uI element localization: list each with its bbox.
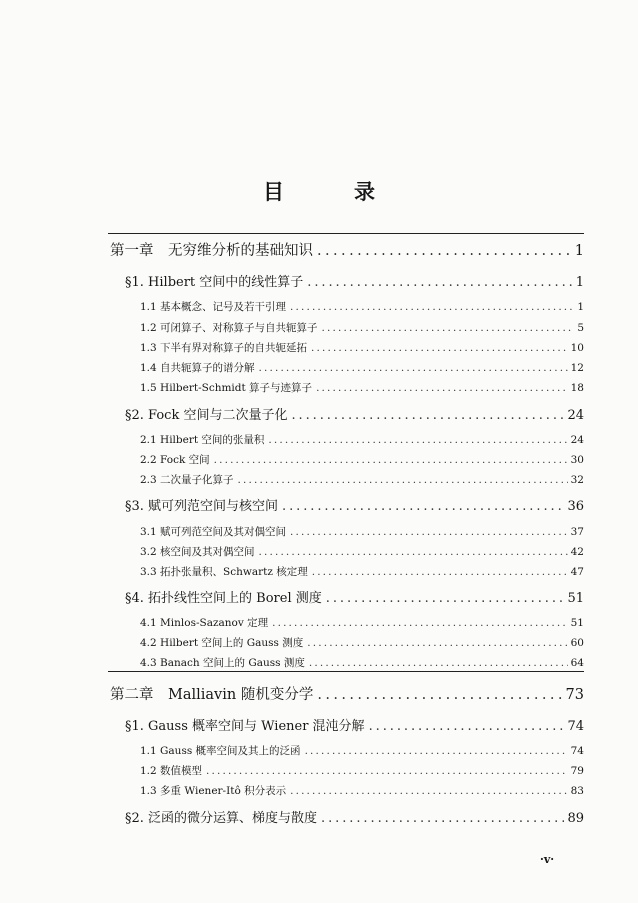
page-folio: ·v·: [540, 853, 555, 866]
toc-subsection-title: 2.3 二次量子化算子: [140, 474, 234, 486]
page-number: 51: [567, 591, 584, 606]
toc-section[interactable]: [125, 500, 584, 513]
toc-subsection-title: 3.3 拓扑张量积、Schwartz 核定理: [140, 566, 308, 578]
dot-leader: [307, 276, 572, 289]
toc-section-title: §4. 拓扑线性空间上的 Borel 测度: [125, 591, 322, 606]
toc-subsection[interactable]: [140, 766, 584, 777]
toc-subsection-title: 4.1 Minlos-Sazanov 定理: [140, 617, 269, 629]
dot-leader: [290, 302, 574, 313]
toc-subsection[interactable]: [140, 618, 584, 629]
divider: [108, 671, 584, 672]
dot-leader: [291, 409, 564, 422]
toc-subsection-title: 3.2 核空间及其对偶空间: [140, 546, 255, 558]
page-number: 42: [570, 546, 584, 558]
dot-leader: [290, 527, 568, 538]
dot-leader: [259, 363, 568, 374]
toc-section-title: §2. Fock 空间与二次量子化: [125, 408, 288, 423]
toc-subsection[interactable]: [140, 475, 584, 486]
dot-leader: [282, 500, 564, 513]
dot-leader: [369, 720, 565, 733]
toc-subsection-title: 1.2 数值模型: [140, 765, 203, 777]
toc-subsection-title: 1.3 下半有界对称算子的自共轭延拓: [140, 342, 308, 354]
page-number: 10: [570, 342, 584, 354]
toc-subsection[interactable]: [140, 323, 584, 334]
toc-section[interactable]: [125, 812, 584, 825]
toc-subsection[interactable]: [140, 527, 584, 538]
toc-subsection[interactable]: [140, 343, 584, 354]
toc-subsection-title: 1.2 可闭算子、对称算子与自共轭算子: [140, 322, 318, 334]
page-number: 89: [567, 811, 584, 826]
toc-subsection[interactable]: [140, 455, 584, 466]
toc-subsection[interactable]: [140, 302, 584, 313]
toc-subsection[interactable]: [140, 786, 584, 797]
dot-leader: [317, 688, 562, 703]
toc-section[interactable]: [125, 276, 584, 289]
toc-subsection[interactable]: [140, 435, 584, 446]
toc-section[interactable]: [125, 592, 584, 605]
page-number: 37: [570, 526, 584, 538]
toc-subsection-title: 1.5 Hilbert-Schmidt 算子与迹算子: [140, 382, 313, 394]
divider: [108, 233, 584, 234]
toc-subsection-title: 2.1 Hilbert 空间的张量积: [140, 434, 265, 446]
page-number: 32: [570, 474, 584, 486]
toc-subsection[interactable]: [140, 383, 584, 394]
toc-subsection[interactable]: [140, 547, 584, 558]
page-title: [0, 176, 638, 206]
dot-leader: [305, 746, 568, 757]
page-number: 1: [574, 243, 584, 259]
toc-subsection-title: 1.1 基本概念、记号及若干引理: [140, 301, 287, 313]
dot-leader: [316, 383, 568, 394]
page-number: 74: [570, 745, 584, 757]
toc-subsection-title: 2.2 Fock 空间: [140, 454, 210, 466]
toc-section[interactable]: [125, 720, 584, 733]
dot-leader: [307, 638, 567, 649]
page-number: 12: [570, 362, 584, 374]
toc-chapter-title: 第二章 Malliavin 随机变分学: [110, 687, 314, 703]
toc-subsection-title: 4.2 Hilbert 空间上的 Gauss 测度: [140, 637, 304, 649]
page-number: 51: [570, 617, 584, 629]
toc-subsection[interactable]: [140, 658, 584, 669]
toc-subsection-title: 4.3 Banach 空间上的 Gauss 测度: [140, 657, 305, 669]
dot-leader: [259, 547, 568, 558]
toc-section-title: §1. Gauss 概率空间与 Wiener 混沌分解: [125, 719, 365, 734]
toc-section[interactable]: [125, 409, 584, 422]
page-number: 36: [567, 499, 584, 514]
dot-leader: [317, 244, 572, 259]
title-char-right: 录: [354, 179, 375, 204]
toc-chapter-title: 第一章 无穷维分析的基础知识: [110, 243, 313, 259]
dot-leader: [238, 475, 568, 486]
dot-leader: [321, 812, 564, 825]
toc-subsection[interactable]: [140, 638, 584, 649]
page-number: 30: [570, 454, 584, 466]
toc-subsection[interactable]: [140, 363, 584, 374]
page-number: 1: [575, 275, 584, 290]
dot-leader: [272, 618, 568, 629]
toc-subsection[interactable]: [140, 746, 584, 757]
dot-leader: [290, 786, 568, 797]
title-char-left: 目: [263, 179, 284, 204]
toc-section-title: §3. 赋可列范空间与核空间: [125, 499, 279, 514]
toc-chapter[interactable]: [110, 244, 584, 259]
page-number: 60: [570, 637, 584, 649]
page-number: 5: [577, 322, 584, 334]
page-number: 24: [570, 434, 584, 446]
toc-subsection-title: 3.1 赋可列范空间及其对偶空间: [140, 526, 287, 538]
dot-leader: [322, 323, 575, 334]
dot-leader: [206, 766, 568, 777]
page-number: 47: [570, 566, 584, 578]
page-number: 1: [577, 301, 584, 313]
page-number: 18: [570, 382, 584, 394]
toc-section-title: §1. Hilbert 空间中的线性算子: [125, 275, 304, 290]
page-number: 74: [567, 719, 584, 734]
dot-leader: [326, 592, 565, 605]
toc-subsection-title: 1.1 Gauss 概率空间及其上的泛函: [140, 745, 301, 757]
page-number: 73: [565, 687, 584, 703]
toc-section-title: §2. 泛函的微分运算、梯度与散度: [125, 811, 318, 826]
page-number: 79: [570, 765, 584, 777]
toc-subsection-title: 1.3 多重 Wiener-Itô 积分表示: [140, 785, 287, 797]
toc-subsection[interactable]: [140, 567, 584, 578]
page-number: 64: [570, 657, 584, 669]
toc-subsection-title: 1.4 自共轭算子的谱分解: [140, 362, 255, 374]
page-number: 83: [570, 785, 584, 797]
page-number: 24: [567, 408, 584, 423]
dot-leader: [214, 455, 568, 466]
dot-leader: [312, 567, 568, 578]
toc-chapter[interactable]: [110, 688, 584, 703]
dot-leader: [311, 343, 568, 354]
dot-leader: [268, 435, 567, 446]
dot-leader: [309, 658, 568, 669]
